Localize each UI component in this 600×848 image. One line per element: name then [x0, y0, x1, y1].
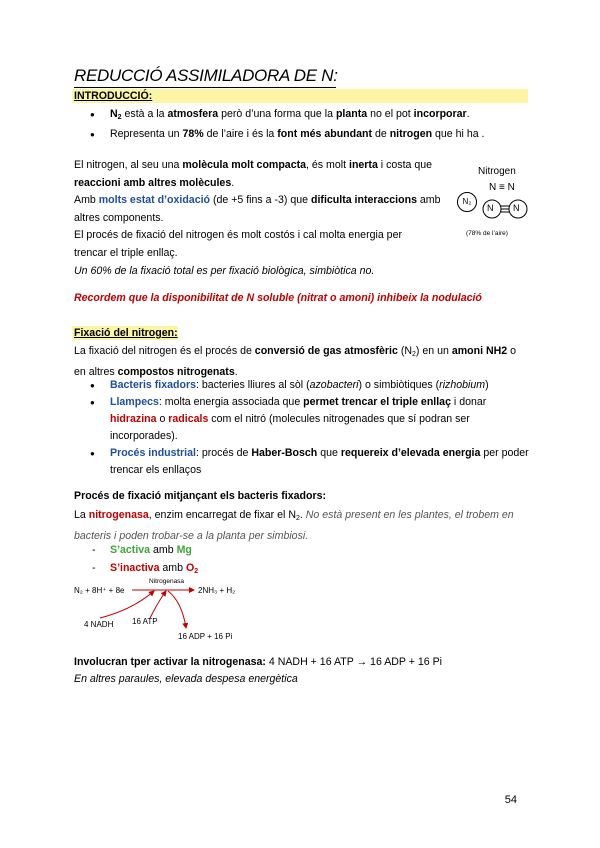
- nitrogen-paragraph: El nitrogen, al seu una molècula molt compacta, és molt inerta i costa que reaccioni amb altres molècules. Amb molts estat d’oxidació (de +5 fins a -3) que dificulta interaccions amb altres components. El procés de fixació del nitrogen és molt costós i cal molta energia per trencar el triple enllaç. Un 60% de la fixació total es per fixació biològica, simbiòtica no.: [74, 159, 441, 277]
- process-conditions: [90, 541, 198, 581]
- page-title: REDUCCIÓ ASSIMILADORA DE N:: [74, 66, 338, 85]
- fixation-paragraph: La fixació del nitrogen és el procés de conversió de gas atmosfèric $(N_2)$ en un amoni NH2 o en altres compostos nitrogenats.: [74, 345, 517, 378]
- atom-left: N: [487, 203, 494, 213]
- activation-item: - S’activa amb Mg: [90, 541, 198, 559]
- summary: Involucran tper activar la nitrogenasa: 4 NADH + 16 ATP → 16 ADP + 16 Pi En altres paraules, elevada despesa energètica: [74, 656, 443, 685]
- intro-bullet-1: ● $N_2$ està a la atmosfera però d’una forma que la planta no el pot incorporar.: [90, 106, 485, 126]
- reaction-enzyme: Nitrogenasa: [149, 578, 185, 585]
- molecule-label: Nitrogen: [478, 166, 516, 177]
- fixation-bullet-lightning: ● Llampecs: molta energia associada que permet trencar el triple enllaç i donar hidrazina o radicals com el nitró (molecules nitrogenades que sí podran ser incorporades).: [90, 394, 540, 445]
- reaction-arrows: [70, 580, 240, 640]
- fixation-bullet-industrial: ● Procés industrial: procés de Haber-Bosch que requereix d’elevada energia per poder trencar els enllaços: [90, 445, 540, 479]
- reaction-nadh: 4 NADH: [84, 620, 114, 629]
- n2-symbol: N₂: [457, 192, 477, 212]
- fixation-heading: Fixació del nitrogen:: [74, 327, 178, 339]
- inactivation-item: - S’inactiva amb $O_2$: [90, 559, 198, 581]
- title-underline: [74, 87, 336, 88]
- intro-bullet-2: ● Representa un 78% de l’aire i és la font més abundant de nitrogen que hi ha .: [90, 126, 485, 143]
- fixation-bullets: [90, 377, 540, 479]
- process-paragraph: La nitrogenasa, enzim encarregat de fixar el $N_2$. No està present en les plantes, el trobem en bacteris i poden trobar-se a la planta per simbiosi.: [74, 509, 514, 542]
- molecule-formula: N ≡ N: [489, 182, 515, 193]
- reaction-atp: 16 ATP: [132, 617, 158, 626]
- reaction-adp: 16 ADP + 16 Pi: [178, 632, 233, 641]
- atom-right: N: [513, 203, 520, 213]
- page-number: 54: [504, 794, 517, 806]
- molecule-caption: (78% de l’aire): [466, 230, 508, 237]
- fixation-bullet-bacteria: ● Bacteris fixadors: bacteries lliures al sòl (azobacteri) o simbiòtiques (rizhobium): [90, 377, 540, 394]
- reaction-products: 2NH₃ + H₂: [198, 586, 236, 595]
- intro-heading: INTRODUCCIÓ:: [74, 90, 153, 102]
- process-heading: Procés de fixació mitjançant els bacteris fixadors:: [74, 490, 326, 502]
- intro-bullets: [90, 106, 485, 143]
- reminder-note: Recordem que la disponibilitat de N soluble (nitrat o amoni) inhibeix la nodulació: [74, 292, 482, 304]
- reaction-reactants: N₂ + 8H⁺ + 8e: [74, 586, 125, 595]
